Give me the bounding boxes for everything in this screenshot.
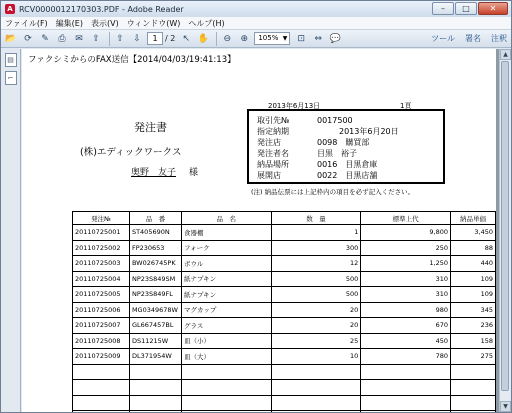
table-cell: 500 (271, 271, 361, 287)
zoom-select[interactable] (254, 32, 290, 45)
table-cell: DL371954W (129, 349, 181, 365)
open-folder-icon[interactable]: 📂 (5, 33, 17, 44)
order-table (72, 211, 496, 412)
contact-person: 奥野 友子 (131, 168, 177, 178)
page-number-input[interactable]: 1 (147, 32, 163, 45)
next-page-icon[interactable]: ⇩ (133, 33, 141, 44)
table-cell (181, 380, 271, 396)
table-cell: 310 (361, 271, 451, 287)
menu-window[interactable]: ウィンドウ(W) (126, 18, 181, 28)
info-row (257, 170, 377, 181)
select-tool-icon[interactable]: ↖ (182, 33, 191, 44)
table-cell (451, 395, 496, 411)
table-cell: 345 (451, 302, 496, 318)
table-cell: BW026745PK (129, 256, 181, 272)
info-value: 0017500 (317, 116, 353, 125)
table-cell: フォーク (181, 240, 271, 256)
table-cell: 670 (361, 318, 451, 334)
table-cell (129, 395, 181, 411)
table-cell: 20110725001 (73, 225, 130, 241)
table-cell (181, 411, 271, 413)
table-cell (361, 364, 451, 380)
table-cell (451, 364, 496, 380)
table-cell: 20 (271, 318, 361, 334)
info-label: 取引先№ (257, 116, 290, 125)
previous-page-icon[interactable]: ⇧ (116, 33, 124, 44)
info-value: 2013年6月20日 (339, 127, 399, 136)
document-title: 発注書 (134, 121, 167, 134)
sign-pane-link[interactable]: 署名 (465, 34, 481, 43)
table-row (73, 256, 496, 272)
attachments-icon[interactable]: ⌐ (5, 71, 17, 85)
page-number-label: 1頁 (400, 102, 412, 110)
table-row (73, 364, 496, 380)
table-cell (361, 380, 451, 396)
fit-width-icon[interactable]: ⇔ (314, 33, 323, 44)
table-cell: 236 (451, 318, 496, 334)
table-cell: 食器棚 (181, 225, 271, 241)
info-value: 0022 目黒店舗 (317, 171, 378, 180)
table-row (73, 302, 496, 318)
table-cell: 3,450 (451, 225, 496, 241)
table-cell (129, 411, 181, 413)
page-total: / 2 (165, 34, 176, 43)
table-cell: FP230653 (129, 240, 181, 256)
navigation-pane (1, 49, 21, 412)
info-value: 目黒 裕子 (317, 149, 357, 158)
task-panes (431, 33, 507, 44)
fit-page-icon[interactable]: ⊡ (297, 33, 306, 44)
info-label: 発注者名 (257, 149, 289, 158)
window-controls (432, 2, 508, 15)
info-label: 展開店 (257, 171, 281, 180)
table-cell: 250 (361, 240, 451, 256)
table-cell: 500 (271, 287, 361, 303)
zoom-value: 105% (258, 34, 279, 42)
table-cell: マグカップ (181, 302, 271, 318)
order-date: 2013年6月13日 (268, 102, 321, 110)
table-row (73, 271, 496, 287)
table-cell: 9,800 (361, 225, 451, 241)
table-cell: 310 (361, 287, 451, 303)
delivery-note: (注) 納品伝票には上記枠内の項目を必ず記入ください。 (251, 188, 415, 196)
column-header: 数 量 (271, 212, 361, 225)
table-cell: NP23S849FL (129, 287, 181, 303)
menu-bar (1, 17, 511, 30)
table-cell: 20110725007 (73, 318, 130, 334)
toolbar-separator (109, 32, 110, 46)
table-cell (361, 411, 451, 413)
table-cell: 皿（大） (181, 349, 271, 365)
table-cell: 450 (361, 333, 451, 349)
table-cell: 109 (451, 271, 496, 287)
table-row (73, 411, 496, 413)
table-cell: 12 (271, 256, 361, 272)
info-value: 0016 目黒倉庫 (317, 160, 378, 169)
table-cell: 20110725005 (73, 287, 130, 303)
table-row (73, 349, 496, 365)
document-view[interactable] (22, 49, 500, 412)
info-label: 発注店 (257, 138, 281, 147)
page-thumbnails-icon[interactable]: ▤ (5, 53, 17, 67)
table-row (73, 318, 496, 334)
info-row (257, 115, 353, 126)
window-title: RCV0000012170303.PDF - Adobe Reader (19, 4, 184, 14)
table-cell (271, 411, 361, 413)
table-cell: MG0349678W (129, 302, 181, 318)
table-cell: グラス (181, 318, 271, 334)
table-cell: 158 (451, 333, 496, 349)
table-row (73, 333, 496, 349)
column-header: 納品単価 (451, 212, 496, 225)
column-header: 品 番 (129, 212, 181, 225)
table-cell: GL667457BL (129, 318, 181, 334)
table-cell: 275 (451, 349, 496, 365)
table-cell (451, 411, 496, 413)
vertical-scrollbar[interactable] (499, 49, 510, 412)
table-cell: 20110725002 (73, 240, 130, 256)
menu-file[interactable]: ファイル(F) (5, 18, 48, 28)
table-cell (181, 364, 271, 380)
table-row (73, 287, 496, 303)
menu-edit[interactable]: 編集(E) (55, 18, 83, 28)
info-label: 指定納期 (257, 127, 289, 136)
info-row (257, 148, 357, 159)
table-cell: 980 (361, 302, 451, 318)
table-cell (73, 411, 130, 413)
table-cell (361, 395, 451, 411)
table-cell: DS11215W (129, 333, 181, 349)
email-icon[interactable]: ✉ (75, 33, 83, 44)
info-row (257, 137, 369, 148)
table-cell: ST405690N (129, 225, 181, 241)
table-cell: 20110725006 (73, 302, 130, 318)
table-header-row (73, 212, 496, 225)
hand-tool-icon[interactable]: ✋ (197, 33, 209, 44)
table-cell: ボウル (181, 256, 271, 272)
table-row (73, 225, 496, 241)
table-row (73, 240, 496, 256)
table-cell: 20110725004 (73, 271, 130, 287)
table-cell (73, 364, 130, 380)
column-header: 発注№ (73, 212, 130, 225)
scroll-up-icon[interactable]: ▲ (500, 49, 511, 60)
table-row (73, 380, 496, 396)
share-icon[interactable]: ⇪ (92, 33, 100, 44)
table-cell: NP23S849SM (129, 271, 181, 287)
table-cell (451, 380, 496, 396)
toolbar (1, 30, 511, 48)
table-cell (271, 395, 361, 411)
table-cell (73, 395, 130, 411)
info-row (257, 159, 377, 170)
column-header: 標準上代 (361, 212, 451, 225)
table-cell: 20110725009 (73, 349, 130, 365)
table-cell: 25 (271, 333, 361, 349)
scroll-thumb[interactable] (501, 61, 509, 391)
table-cell (129, 364, 181, 380)
zoom-out-icon[interactable]: ⊖ (223, 33, 232, 44)
create-pdf-icon[interactable]: ⟳ (24, 33, 32, 44)
table-cell (271, 380, 361, 396)
table-cell: 780 (361, 349, 451, 365)
table-cell (73, 380, 130, 396)
table-cell: 20110725003 (73, 256, 130, 272)
table-cell (129, 380, 181, 396)
table-cell: 88 (451, 240, 496, 256)
adobe-reader-app-icon: A (5, 4, 15, 14)
table-cell: 300 (271, 240, 361, 256)
table-cell: 紙ナプキン (181, 287, 271, 303)
maximize-button[interactable]: □ (455, 2, 477, 15)
pdf-page (22, 49, 496, 412)
edit-icon[interactable]: ✎ (41, 33, 49, 44)
table-cell: 紙ナプキン (181, 271, 271, 287)
table-cell: 20 (271, 302, 361, 318)
table-row (73, 395, 496, 411)
honorific: 様 (189, 168, 199, 178)
info-label: 納品場所 (257, 160, 289, 169)
menu-view[interactable]: 表示(V) (90, 18, 119, 28)
tools-pane-link[interactable]: ツール (431, 34, 455, 43)
zoom-in-icon[interactable]: ⊕ (240, 33, 249, 44)
order-table-body (73, 225, 496, 413)
comment-pane-link[interactable]: 注釈 (491, 34, 507, 43)
info-row (257, 126, 399, 137)
toolbar-separator (216, 32, 217, 46)
close-button[interactable]: ✕ (478, 2, 508, 15)
menu-help[interactable]: ヘルプ(H) (188, 18, 225, 28)
comment-icon[interactable]: 💬 (329, 33, 341, 44)
table-cell: 10 (271, 349, 361, 365)
table-cell: 1 (271, 225, 361, 241)
minimize-button[interactable]: – (432, 2, 454, 15)
order-info-box (247, 109, 445, 184)
title-bar (1, 1, 511, 17)
table-cell: 20110725008 (73, 333, 130, 349)
table-cell (181, 395, 271, 411)
table-cell: 440 (451, 256, 496, 272)
company-name: (株)エディックワークス (80, 147, 182, 158)
info-value: 0098 購買部 (317, 138, 370, 147)
table-cell (271, 364, 361, 380)
chevron-down-icon: ▼ (282, 35, 288, 42)
table-cell: 皿（小） (181, 333, 271, 349)
table-cell: 109 (451, 287, 496, 303)
scroll-down-icon[interactable]: ▼ (500, 401, 511, 412)
table-cell: 1,250 (361, 256, 451, 272)
print-icon[interactable]: ⎙ (58, 33, 66, 44)
fax-header: ファクシミからのFAX送信【2014/04/03/19:41:13】 (28, 55, 236, 65)
column-header: 品 名 (181, 212, 271, 225)
